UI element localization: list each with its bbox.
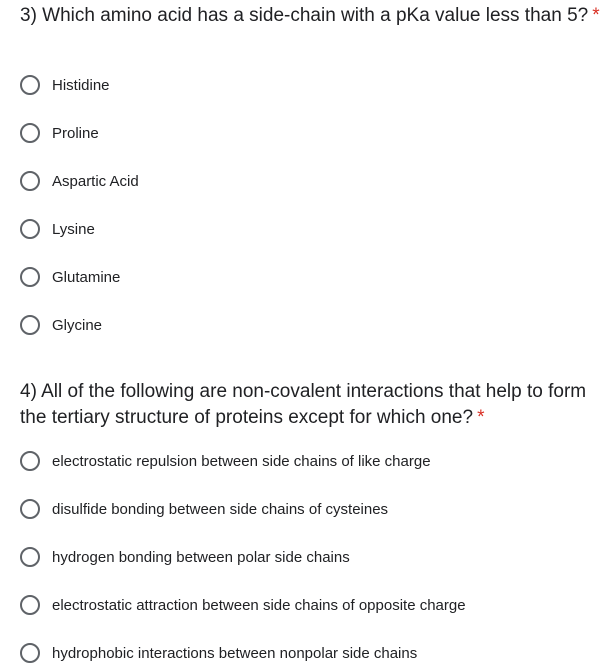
radio-option-label: hydrophobic interactions between nonpolar side chains [52, 644, 418, 662]
radio-option[interactable] [20, 313, 102, 337]
radio-button[interactable] [20, 547, 40, 567]
radio-option-label: Proline [52, 124, 99, 142]
radio-option[interactable] [20, 545, 350, 569]
radio-button[interactable] [20, 219, 40, 239]
radio-button[interactable] [20, 171, 40, 191]
radio-option-label: disulfide bonding between side chains of cysteines [52, 500, 389, 518]
radio-button[interactable] [20, 643, 40, 663]
radio-button[interactable] [20, 315, 40, 335]
radio-option-label: Glutamine [52, 268, 121, 286]
radio-button[interactable] [20, 595, 40, 615]
radio-option-label: electrostatic attraction between side chains of opposite charge [52, 596, 466, 614]
radio-option[interactable] [20, 641, 417, 665]
question-title-text: 4) All of the following are non-covalent interactions that help to form the tertiary structure of proteins except for which one? [20, 381, 587, 428]
radio-option[interactable] [20, 497, 388, 521]
radio-button[interactable] [20, 123, 40, 143]
question-title-text: 3) Which amino acid has a side-chain with a pKa value less than 5? [20, 5, 589, 26]
radio-option[interactable] [20, 73, 110, 97]
radio-button[interactable] [20, 267, 40, 287]
radio-option-label: Lysine [52, 220, 95, 238]
radio-option-label: electrostatic repulsion between side chains of like charge [52, 452, 431, 470]
radio-button[interactable] [20, 75, 40, 95]
required-asterisk: * [592, 5, 600, 26]
radio-button[interactable] [20, 499, 40, 519]
radio-option[interactable] [20, 593, 466, 617]
radio-option[interactable] [20, 265, 120, 289]
radio-option[interactable] [20, 121, 99, 145]
radio-option[interactable] [20, 217, 95, 241]
required-asterisk: * [477, 407, 485, 428]
radio-option-label: Glycine [52, 316, 103, 334]
question-title [20, 379, 600, 431]
radio-option-label: Histidine [52, 76, 110, 94]
radio-option[interactable] [20, 449, 431, 473]
radio-option-label: Aspartic Acid [52, 172, 139, 190]
question-title [20, 3, 600, 29]
radio-button[interactable] [20, 451, 40, 471]
radio-option[interactable] [20, 169, 139, 193]
radio-option-label: hydrogen bonding between polar side chains [52, 548, 350, 566]
